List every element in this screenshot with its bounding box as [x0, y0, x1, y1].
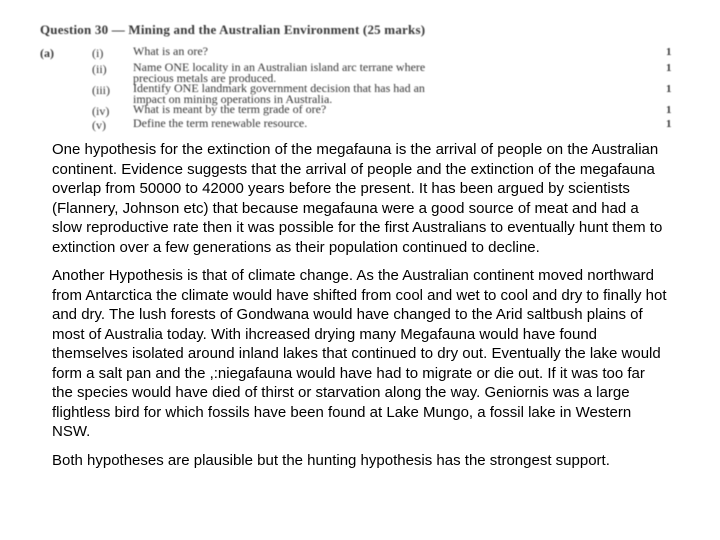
question-number: (v) [92, 118, 106, 132]
question-mark: 1 [666, 83, 672, 95]
question-row [40, 118, 680, 134]
question-mark: 1 [666, 118, 672, 130]
question-text: Define the term renewable resource. [133, 116, 308, 130]
question-mark: 1 [666, 46, 672, 58]
scanned-question-image [40, 20, 680, 130]
question-row [40, 60, 680, 85]
question-mark: 1 [666, 62, 672, 74]
paragraph-conclusion: Both hypotheses are plausible but the hunting hypothesis has the strongest support. [52, 451, 610, 469]
question-text: What is an ore? [133, 44, 208, 58]
question-text: Name ONE locality in an Australian island arc terrane where precious metals are produced. [133, 60, 426, 85]
question-heading: Question 30 — Mining and the Australian Environment (25 marks) [40, 22, 426, 37]
paragraph-climate-hypothesis: Another Hypothesis is that of climate change. As the Australian continent moved northward from Antarctica the climate would have shifted from cool and wet to cool and dry to finally hot and dry. The lush forests of Gondwana would have changed to the Arid saltbush plains of most of Australia today. With ihcreased drying many Megafauna would have found themselves isolated around inland lakes that continued to dry out. Eventually the lake would form a salt pan and the ,:niegafauna would have had to migrate or die out. If it was too far the species would have died of thirst or starvation along the way. Geniornis was a large flightless bird for which fossils have been found at Lake Mungo, a fossil lake in Western NSW. [52, 267, 667, 440]
question-number: (i) [92, 46, 104, 60]
question-number: (iii) [92, 83, 110, 97]
question-text: Identify ONE landmark government decision that has had an impact on mining operations in Australia. [133, 81, 425, 106]
answer-text [52, 140, 668, 479]
part-label: (a) [40, 46, 54, 60]
question-text: What is meant by the term grade of ore? [133, 102, 327, 116]
question-number: (iv) [92, 104, 110, 118]
question-number: (ii) [92, 62, 107, 76]
question-row [40, 81, 680, 106]
question-mark: 1 [666, 104, 672, 116]
paragraph-hunting-hypothesis: One hypothesis for the extinction of the megafauna is the arrival of people on the Australian continent. Evidence suggests that the arrival of people and the extinction of the megafauna overlap from 50000 to 42000 years before the present. It has been argued by scientists (Flannery, Johnson etc) that because megafauna were a good source of meat and had a slow reproductive rate then it was possible for the first Australians to eventually hunt them to extinction over a few generations as their population continued to decline. [52, 141, 663, 256]
